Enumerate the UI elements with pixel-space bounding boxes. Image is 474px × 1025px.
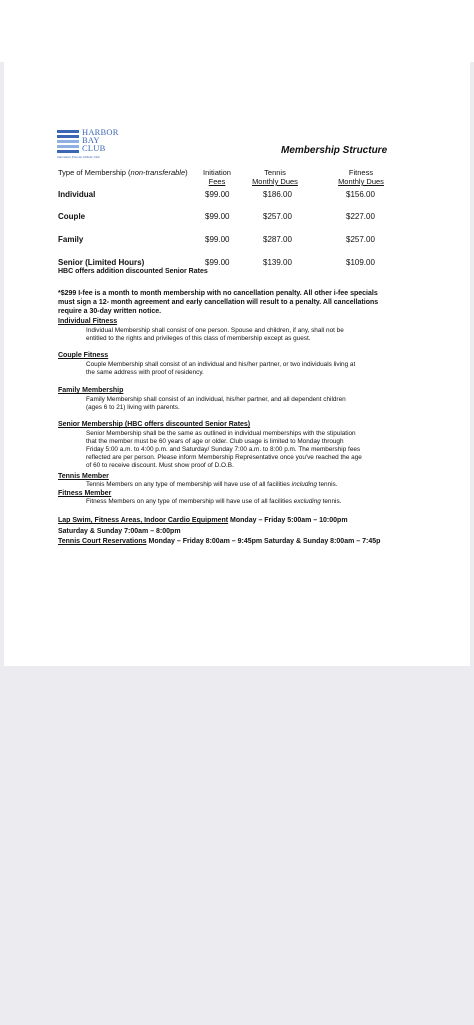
- individual-fitness-heading: Individual Fitness: [58, 318, 118, 325]
- row-senior-tennis: $139.00: [263, 258, 292, 267]
- row-couple-fee: $99.00: [205, 212, 230, 221]
- club-logo: [57, 128, 137, 158]
- logo-line-1: HARBOR: [82, 127, 119, 137]
- logo-line-3: CLUB: [82, 143, 106, 153]
- senior-rates-note: HBC offers addition discounted Senior Rates: [58, 268, 208, 275]
- tennis-dues-header: Tennis Monthly Dues: [252, 168, 298, 186]
- row-family-tennis: $287.00: [263, 235, 292, 244]
- top-margin: [0, 0, 474, 62]
- family-membership-text: Family Membership shall consist of an individual, his/her partner, and all dependent children (ages 6 to 21) living with parents.: [86, 396, 346, 411]
- row-family-fitness: $257.00: [346, 235, 375, 244]
- ifee-note: *$299 I-fee is a month to month membership with no cancellation penalty. All other i-fee specials must sign a 12- month agreement and early cancellation will result to a penalty. All cancellations require a 30-day written notice.: [58, 290, 379, 315]
- row-senior-fee: $99.00: [205, 258, 230, 267]
- fitness-member-heading: Fitness Member: [58, 490, 112, 497]
- individual-fitness-text: Individual Membership shall consist of one person. Spouse and children, if any, shall not be entitled to the rights and privileges of this class of membership except as guest.: [86, 327, 344, 342]
- row-couple-tennis: $257.00: [263, 212, 292, 221]
- lap-swim-hours: Lap Swim, Fitness Areas, Indoor Cardio Equipment Monday – Friday 5:00am – 10:00pm: [58, 517, 348, 524]
- senior-membership-text: Senior Membership shall be the same as outlined in individual memberships with the stipulation that the member must be 60 years of age or older. Club usage is limited to Monday through Friday 5:00 a.m. to 4:00 p.m. and Saturday/ Sunday 7:00 a.m. to 8:00 p.m. The membership fees reflected are per person. Please inform Membership Representative once you've reached the age of 60 to receive discount. Must show proof of D.O.B.: [86, 430, 362, 469]
- fitness-dues-header: Fitness Monthly Dues: [338, 168, 384, 186]
- row-individual-fitness: $156.00: [346, 190, 375, 199]
- row-individual-fee: $99.00: [205, 190, 230, 199]
- weekend-hours: Saturday & Sunday 7:00am – 8:00pm: [58, 528, 181, 535]
- logo-mark-icon: [57, 130, 79, 154]
- couple-fitness-heading: Couple Fitness: [58, 352, 109, 359]
- logo-text: [82, 128, 119, 152]
- tennis-court-hours: Tennis Court Reservations Monday – Friday 8:00am – 9:45pm Saturday & Sunday 8:00am – 7:45p: [58, 538, 381, 545]
- fitness-member-text: Fitness Members on any type of membership will have use of all facilities excluding tennis.: [86, 498, 342, 505]
- row-senior-fitness: $109.00: [346, 258, 375, 267]
- couple-fitness-text: Couple Membership shall consist of an individual and his/her partner, or two individuals living at the same address with proof of residency.: [86, 361, 356, 376]
- row-senior-name: Senior (Limited Hours): [58, 258, 145, 267]
- row-individual-name: Individual: [58, 190, 96, 199]
- row-family-fee: $99.00: [205, 235, 230, 244]
- row-couple-name: Couple: [58, 212, 86, 221]
- tennis-member-text: Tennis Members on any type of membership will have use of all facilities including tennis.: [86, 481, 338, 488]
- initiation-header: Initiation Fees: [203, 168, 231, 186]
- row-family-name: Family: [58, 235, 84, 244]
- family-membership-heading: Family Membership: [58, 387, 124, 394]
- tennis-member-heading: Tennis Member: [58, 473, 109, 480]
- type-of-membership-header: Type of Membership (non-transferable): [58, 168, 188, 177]
- row-couple-fitness: $227.00: [346, 212, 375, 221]
- row-individual-tennis: $186.00: [263, 190, 292, 199]
- document-title: Membership Structure: [281, 145, 388, 156]
- logo-line-2: BAY: [82, 135, 100, 145]
- logo-tagline: Alameda's Premier Athletic Club: [57, 155, 100, 159]
- senior-membership-heading: Senior Membership (HBC offers discounted Senior Rates): [58, 421, 251, 428]
